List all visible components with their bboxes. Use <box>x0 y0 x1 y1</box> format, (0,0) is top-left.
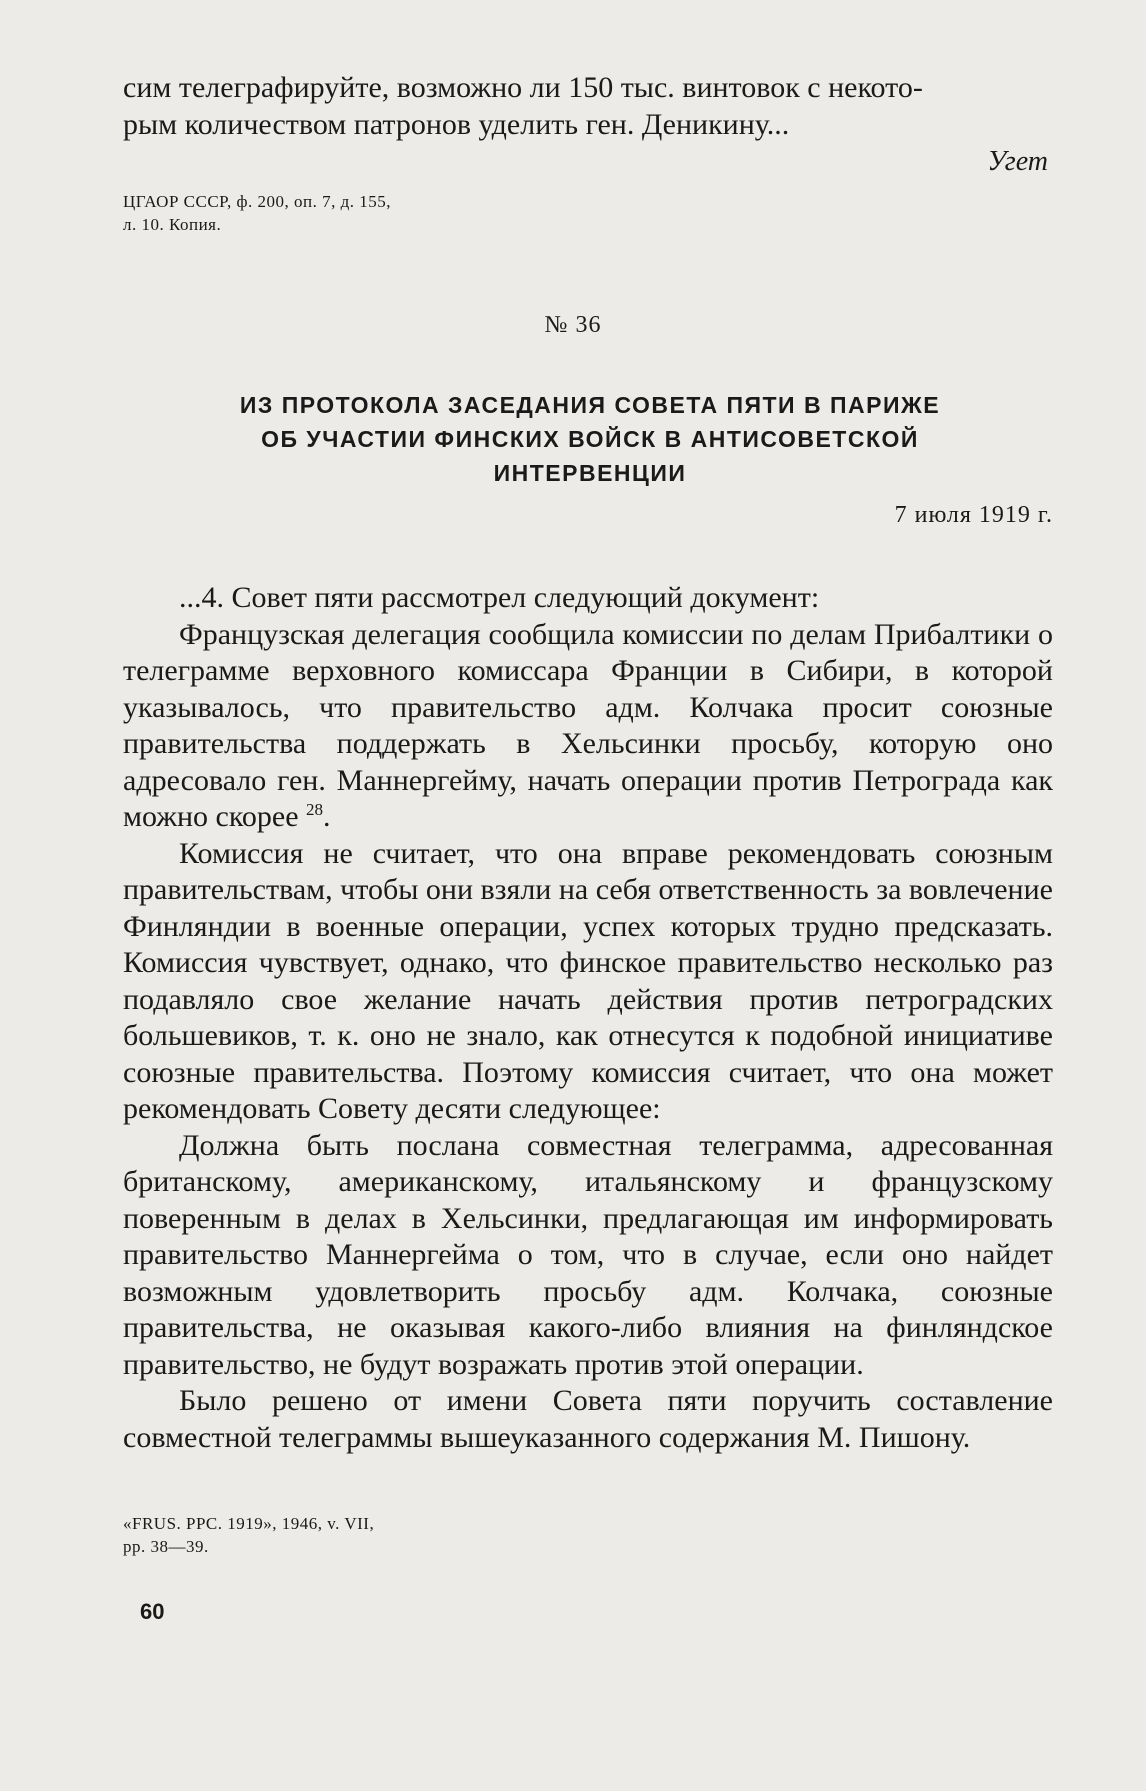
document-date: 7 июля 1919 г. <box>894 502 1053 528</box>
title-line: ИЗ ПРОТОКОЛА ЗАСЕДАНИЯ СОВЕТА ПЯТИ В ПАРИЖЕ <box>239 392 941 418</box>
archive-source <box>123 190 1053 236</box>
paragraph-text: Французская делегация сообщила комиссии по делам Прибалтики о телеграмме верховного комиссара Франции в Сибири, в которой указывалось, что правительство адм. Колчака просит союзные правительства поддержать в Хельсинки просьбу, которую оно адресовало ген. Маннергейму, начать операции против Петрограда как можно скорее <box>123 617 1053 833</box>
title-line: ИНТЕРВЕНЦИИ <box>493 460 687 486</box>
text-line: рым количеством патронов уделить ген. Деникину... <box>123 107 790 141</box>
publication-source <box>123 1512 1053 1558</box>
source-line: л. 10. Копия. <box>123 215 222 234</box>
paragraph-period: . <box>323 800 331 833</box>
source-line: «FRUS. PPC. 1919», 1946, v. VII, <box>123 1514 375 1533</box>
paragraph: Было решено от имени Совета пяти поручить составление совместной телеграммы вышеуказанного содержания М. Пишону. <box>123 1384 1053 1454</box>
document-number: № 36 <box>544 312 602 338</box>
source-line: ЦГАОР СССР, ф. 200, оп. 7, д. 155, <box>123 192 392 211</box>
document-body <box>123 580 1053 1456</box>
document-title <box>160 388 1020 490</box>
page-number: 60 <box>140 1599 165 1624</box>
text-line: сим телеграфируйте, возможно ли 150 тыс. винтовок с некото- <box>123 71 923 104</box>
title-line: ОБ УЧАСТИИ ФИНСКИХ ВОЙСК В АНТИСОВЕТСКОЙ <box>261 426 919 452</box>
paragraph <box>123 617 1053 836</box>
source-line: pp. 38—39. <box>123 1537 209 1556</box>
previous-document-ending <box>123 70 1053 143</box>
paragraph: Должна быть послана совместная телеграмма, адресованная британскому, американскому, итальянскому и французскому поверенным в делах в Хельсинки, предлагающая им информировать правительство Маннергейма о том, что в случае, если оно найдет возможным удовлетворить просьбу адм. Колчака, союзные правительства, не оказывая какого-либо влияния на финляндское правительство, не будут возражать против этой операции. <box>123 1128 1053 1381</box>
paragraph: ...4. Совет пяти рассмотрел следующий документ: <box>179 581 820 614</box>
footnote-reference[interactable]: 28 <box>306 800 324 819</box>
signature: Угет <box>987 146 1048 177</box>
paragraph: Комиссия не считает, что она вправе рекомендовать союзным правительствам, чтобы они взяли на себя ответственность за вовлечение Финляндии в военные операции, успех которых трудно предсказать. Комиссия чувствует, однако, что финское правительство несколько раз подавляло свое желание начать действия против петроградских большевиков, т. к. оно не знало, как отнесутся к подобной инициативе союзные правительства. Поэтому комиссия считает, что она может рекомендовать Совету десяти следующее: <box>123 836 1053 1125</box>
